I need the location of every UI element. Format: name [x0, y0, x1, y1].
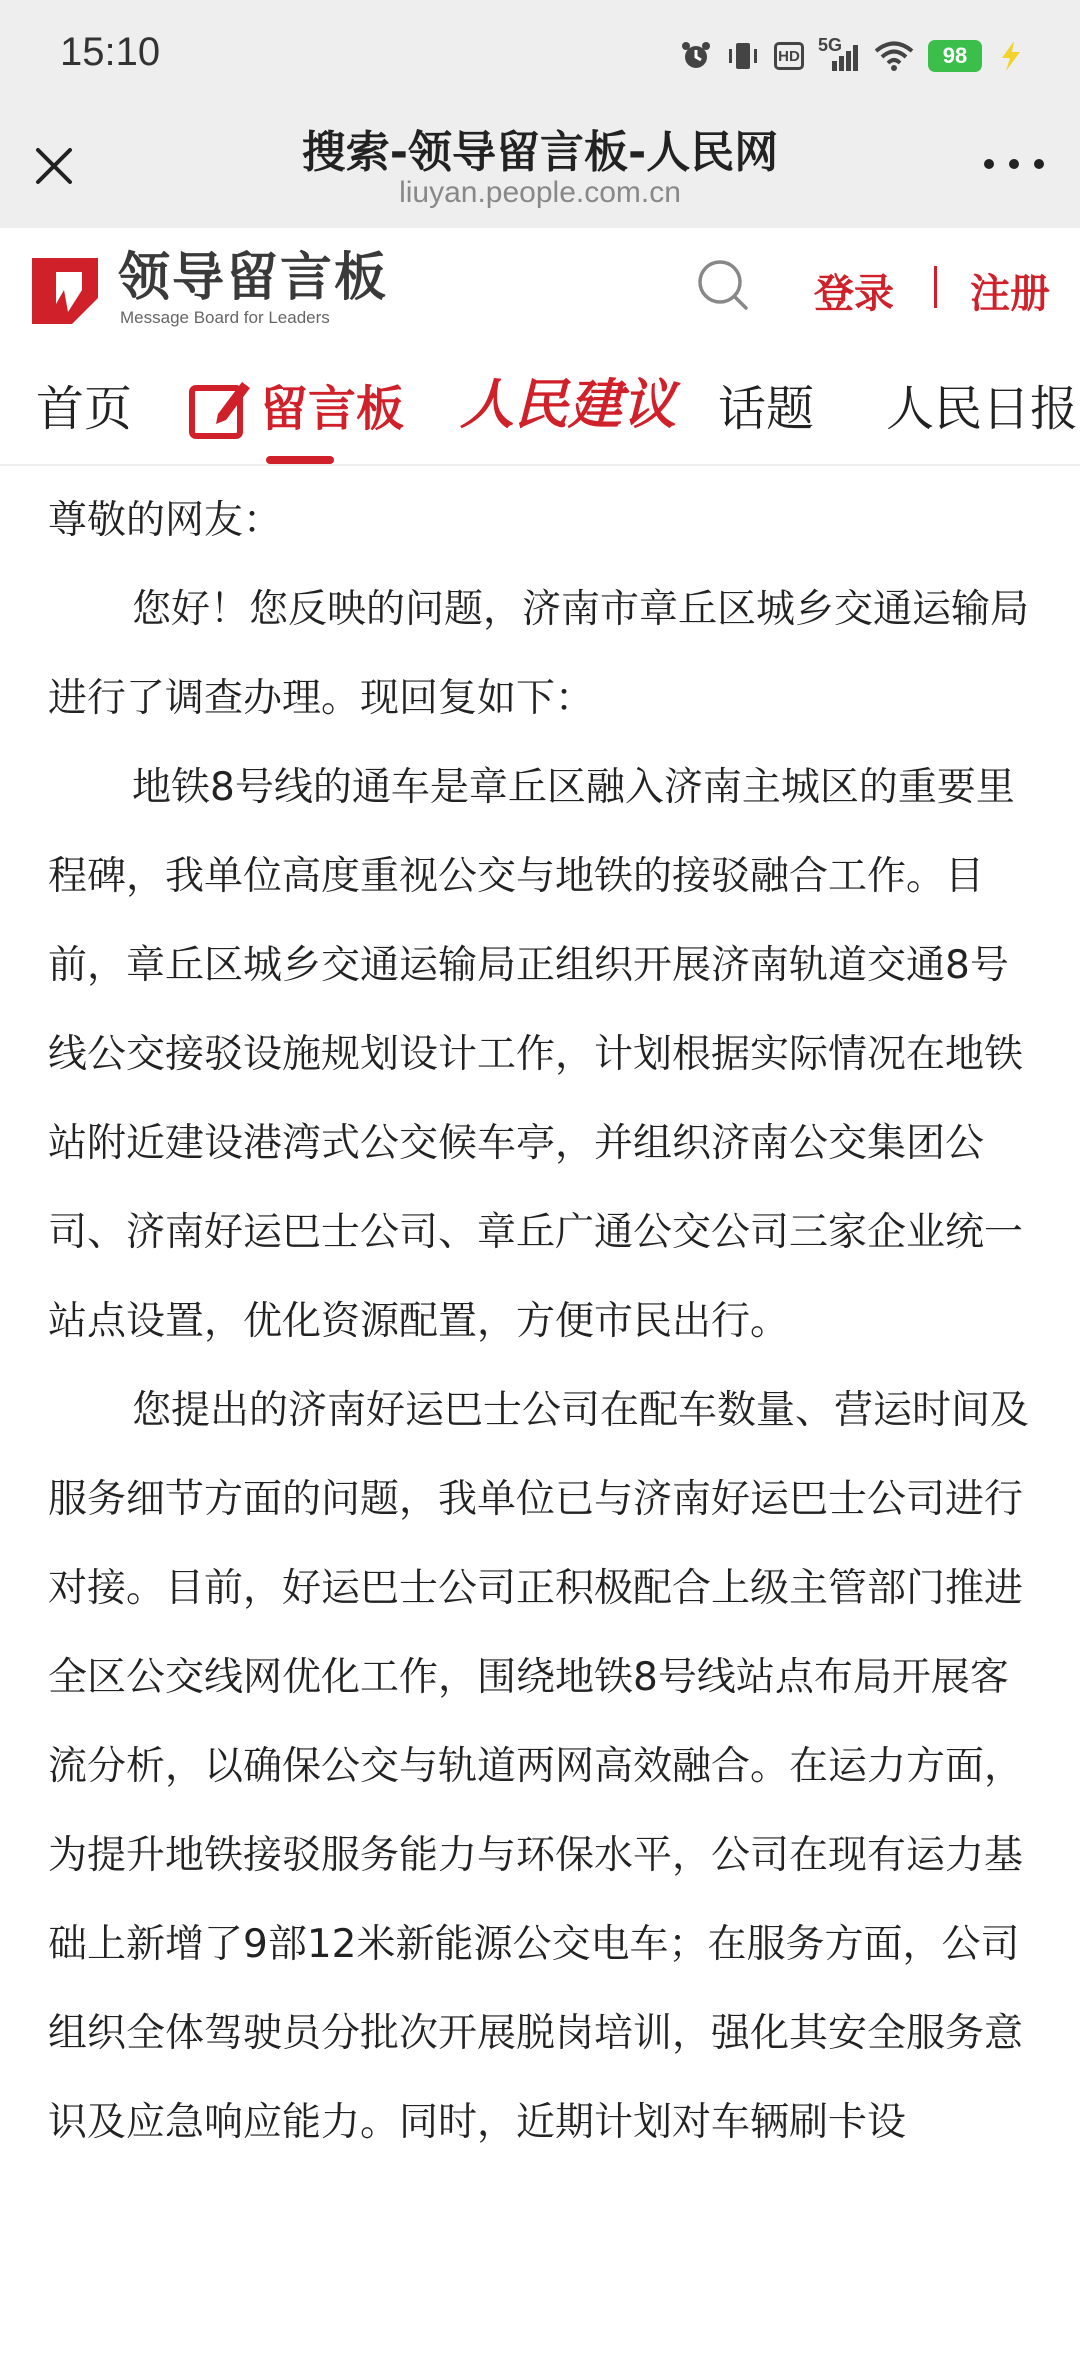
wifi-icon	[874, 40, 914, 72]
search-icon[interactable]	[696, 258, 752, 314]
paragraph-2: 地铁8号线的通车是章丘区融入济南主城区的重要里程碑，我单位高度重视公交与地铁的接驳融合工作。目前，章丘区城乡交通运输局正组织开展济南轨道交通8号线公交接驳设施规划设计工作，计划根据实际情况在地铁站附近建设港湾式公交候车亭，并组织济南公交集团公司、济南好运巴士公司、章丘广通公交公司三家企业统一站点设置，优化资源配置，方便市民出行。	[48, 765, 1024, 1344]
nav-item-message-board[interactable]: 留言板	[260, 381, 405, 437]
nav-item-peoples-daily[interactable]: 人民日报	[886, 381, 1079, 437]
nav-item-topics[interactable]: 话题	[718, 381, 815, 437]
main-nav	[0, 348, 1080, 466]
more-options-icon[interactable]	[984, 152, 1044, 176]
status-icons	[680, 34, 1024, 78]
register-link[interactable]: 注册	[970, 271, 1050, 317]
paragraph-3: 您提出的济南好运巴士公司在配车数量、营运时间及服务细节方面的问题，我单位已与济南好运巴士公司进行对接。目前，好运巴士公司正积极配合上级主管部门推进全区公交线网优化工作，围绕地铁8号线站点布局开展客流分析，以确保公交与轨道两网高效融合。在运力方面，为提升地铁接驳服务能力与环保水平，公司在现有运力基础上新增了9部12米新能源公交电车；在服务方面，公司组织全体驾驶员分批次开展脱岗培训，强化其安全服务意识及应急响应能力。同时，近期计划对车辆刷卡设	[48, 1388, 1030, 2145]
vibrate-icon	[726, 39, 760, 73]
greeting: 尊敬的网友：	[48, 498, 283, 543]
page-url[interactable]: liuyan.people.com.cn	[399, 176, 681, 209]
hd-badge: HD	[774, 42, 804, 70]
page-title: 搜索-领导留言板-人民网	[301, 127, 779, 178]
network-type: 5G	[818, 35, 843, 55]
site-header	[0, 228, 1080, 348]
charging-icon	[996, 39, 1024, 73]
paragraph-1: 您好！您反映的问题，济南市章丘区城乡交通运输局进行了调查办理。现回复如下：	[48, 587, 1030, 721]
logo-icon[interactable]	[28, 254, 102, 326]
divider	[934, 266, 937, 308]
browser-bar	[0, 112, 1080, 228]
status-time: 15:10	[60, 30, 161, 74]
logo-text[interactable]: 领导留言板	[118, 248, 389, 308]
active-tab-indicator	[266, 456, 334, 464]
edit-icon	[188, 378, 252, 440]
battery-level: 98	[928, 40, 982, 72]
login-link[interactable]: 登录	[814, 271, 894, 317]
alarm-icon	[680, 40, 712, 72]
cellular-signal-icon	[818, 35, 860, 73]
status-bar	[0, 0, 1080, 112]
reply-content	[48, 476, 1038, 2167]
logo-subtitle: Message Board for Leaders	[120, 308, 330, 327]
nav-item-home[interactable]: 首页	[36, 381, 133, 437]
nav-item-people-suggestions[interactable]: 人民建议	[460, 372, 676, 436]
